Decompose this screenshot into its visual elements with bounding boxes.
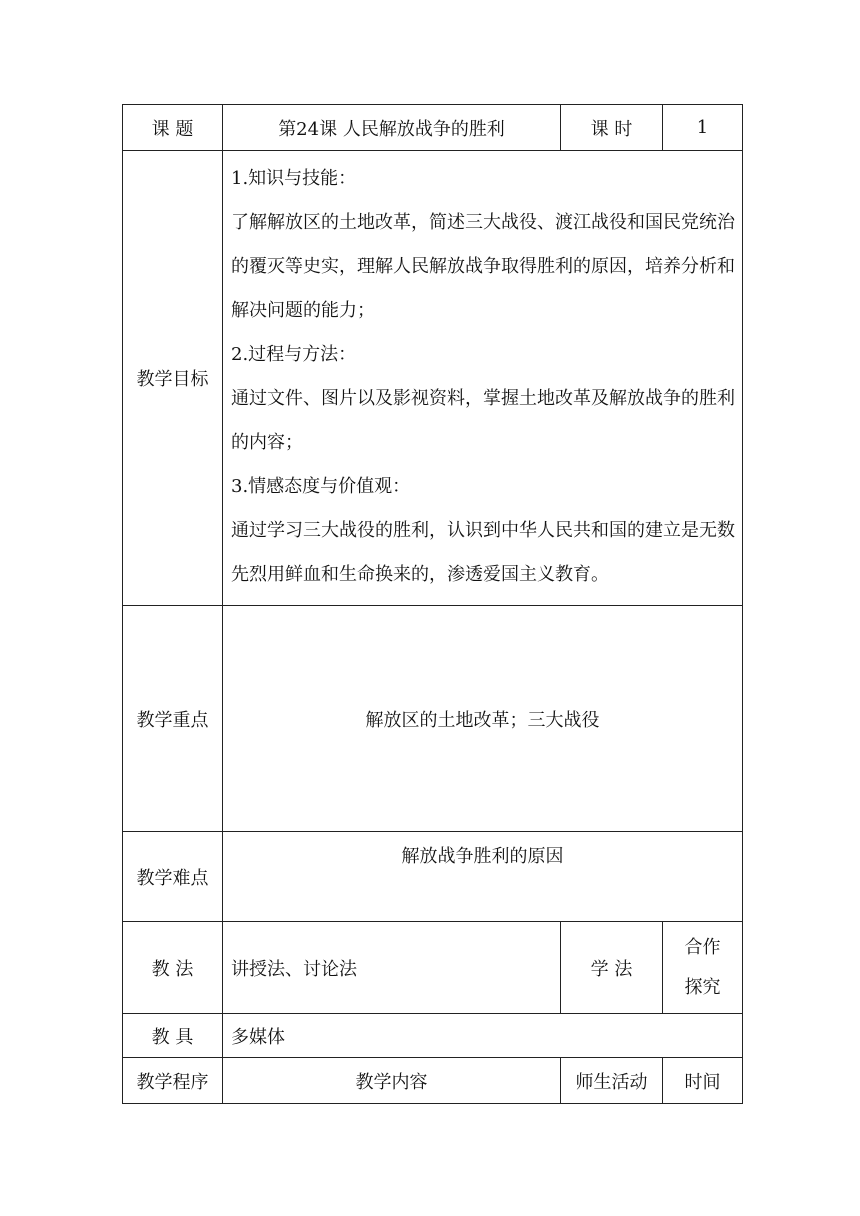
period-label: 课 时 (561, 105, 663, 151)
teach-method-value: 讲授法、讨论法 (223, 922, 561, 1014)
header-row (123, 105, 743, 151)
teach-method-label: 教 法 (123, 922, 223, 1014)
difficulties-row (123, 832, 743, 922)
methods-row (123, 922, 743, 1014)
tools-label: 教 具 (123, 1014, 223, 1058)
learn-method-label: 学 法 (561, 922, 663, 1014)
procedure-row (123, 1058, 743, 1104)
procedure-time-header: 时间 (663, 1058, 743, 1104)
topic-label: 课 题 (123, 105, 223, 151)
key-points-row (123, 606, 743, 832)
difficulties-value: 解放战争胜利的原因 (223, 832, 743, 922)
key-points-label: 教学重点 (123, 606, 223, 832)
objectives-content (223, 151, 743, 606)
objective-heading-knowledge: 1.知识与技能： (231, 168, 357, 189)
difficulties-label: 教学难点 (123, 832, 223, 922)
objective-text-process: 通过文件、图片以及影视资料，掌握土地改革及解放战争的胜利的内容； (231, 388, 735, 453)
tools-value: 多媒体 (223, 1014, 743, 1058)
procedure-activity-header: 师生活动 (561, 1058, 663, 1104)
lesson-plan-table (122, 104, 743, 1104)
procedure-label: 教学程序 (123, 1058, 223, 1104)
procedure-content-header: 教学内容 (223, 1058, 561, 1104)
key-points-value: 解放区的土地改革；三大战役 (223, 606, 743, 832)
objective-heading-emotion: 3.情感态度与价值观： (231, 476, 411, 497)
objectives-row (123, 151, 743, 606)
topic-value: 第24课 人民解放战争的胜利 (223, 105, 561, 151)
learn-method-value: 合作探究 (663, 922, 743, 1014)
objective-text-knowledge: 了解解放区的土地改革，简述三大战役、渡江战役和国民党统治的覆灭等史实，理解人民解放战争取得胜利的原因，培养分析和解决问题的能力； (231, 212, 735, 321)
objective-heading-process: 2.过程与方法： (231, 344, 357, 365)
period-value: 1 (663, 105, 743, 151)
objectives-label: 教学目标 (123, 151, 223, 606)
tools-row (123, 1014, 743, 1058)
objective-text-emotion: 通过学习三大战役的胜利，认识到中华人民共和国的建立是无数先烈用鲜血和生命换来的，渗透爱国主义教育。 (231, 520, 735, 585)
